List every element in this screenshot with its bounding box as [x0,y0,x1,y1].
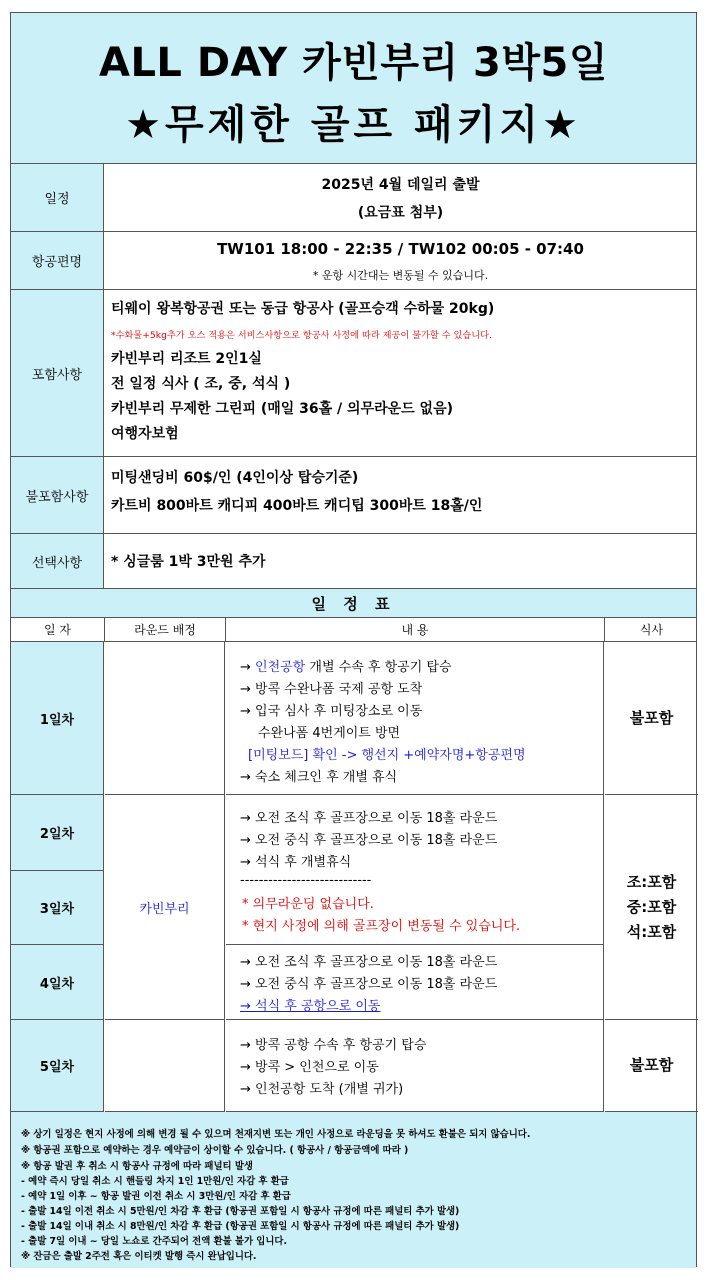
day1-line4: 수완나폼 4번게이트 방면 [258,726,401,741]
note-line: - 출발 14일 이내 취소 시 8만원/인 차감 후 환급 (항공권 포함일 시 항공사 규정에 따른 패널티 추가 발생) [21,1221,460,1232]
meal-breakfast: 조:포함 [626,872,677,891]
day23-remark1: * 의무라운딩 없습니다. [242,897,374,912]
day1-line1-rest: 개별 수속 후 항공기 탑승 [305,660,452,675]
day5-label: 5일차 [11,1020,104,1112]
included-warning: *수화물+5kg추가 오스 적용은 서비스사항으로 항공사 사정에 따라 제공이 불가할 수 있습니다. [111,330,492,341]
day1-label: 1일차 [11,642,104,795]
col-meal: 식사 [639,623,664,637]
day4-line3: → 석식 후 공항으로 이동 [240,999,381,1014]
note-line: - 예약 즉시 당일 취소 시 핸들링 차지 1인 1만원/인 자감 후 환급 [21,1176,289,1187]
included-row [11,290,696,457]
day1-line1 [240,656,452,675]
title-line1: ALL DAY 카빈부리 3박5일 [98,40,608,86]
note-line: ※ 항공 발권 후 취소 시 항공사 규정에 따라 패널티 발생 [21,1161,253,1172]
day1-round [105,642,225,795]
schedule-label: 일정 [11,164,104,231]
day5-line2: → 방콕 > 인천으로 이동 [240,1060,379,1075]
excluded-row [11,457,696,534]
day5-line1: → 방콕 공항 수속 후 항공기 탑승 [240,1038,427,1053]
schedule-departure: 2025년 4월 데일리 출발 [321,177,480,193]
note-line: ※ 상기 일정은 현지 사정에 의해 변경 될 수 있으며 천재지변 또는 개인 사정으로 라운딩을 못 하셔도 환불은 되지 않습니다. [21,1129,531,1140]
itinerary-heading: 일 정 표 [11,589,696,618]
excluded-item-cart: 카트비 800바트 캐디피 400바트 캐디팁 300바트 18홀/인 [111,498,483,514]
flight-times: TW101 18:00 - 22:35 / TW102 00:05 - 07:40 [217,240,584,258]
round-assignment: 카빈부리 [105,795,225,1020]
day1-line6: → 숙소 체크인 후 개별 휴식 [240,770,398,785]
day4-line1: → 오전 조식 후 골프장으로 이동 18홀 라운드 [240,955,498,970]
day23-line2: → 오전 중식 후 골프장으로 이동 18홀 라운드 [240,833,498,848]
title-line2: ★무제한 골프 패키지★ [125,102,582,148]
meal-dinner: 석:포함 [626,922,677,941]
day4-line2: → 오전 중식 후 골프장으로 이동 18홀 라운드 [240,977,498,992]
day2-label: 2일차 [11,795,104,871]
note-line: - 출발 14일 이전 취소 시 5만원/인 차감 후 환급 (항공권 포함일 시 항공사 규정에 따른 패널티 추가 발생) [21,1206,460,1217]
note-line: ※ 잔금은 출발 2주전 혹은 이티켓 발행 즉시 완납입니다. [21,1251,257,1262]
day1-line2: → 방콕 수완나폼 국제 공항 도착 [240,682,423,697]
day1-line3: → 입국 심사 후 미팅장소로 이동 [240,704,423,719]
included-item-insurance: 여행자보험 [111,426,179,442]
included-label: 포함사항 [11,290,104,456]
note-line: ※ 항공권 포함으로 예약하는 경우 예약금이 상이할 수 있습니다. ( 항공사 / 항공금액에 따라 ) [21,1145,409,1156]
day23-detail [226,795,604,945]
day23-separator: ---------------------------- [240,873,372,888]
schedule-row [11,164,696,232]
day23-line3: → 석식 후 개별휴식 [240,855,352,870]
optional-item-single: * 싱글룸 1박 3만원 추가 [111,554,266,570]
day5-meal: 불포함 [605,1020,698,1112]
col-day: 일 자 [11,618,105,641]
excluded-item-meeting: 미팅샌딩비 60$/인 (4인이상 탑승기준) [111,470,359,486]
flight-note: * 운항 시간대는 변동될 수 있습니다. [312,269,489,282]
optional-row [11,534,696,589]
day1-incheon: 인천공항 [255,660,306,675]
day5-detail [226,1020,604,1112]
note-line: - 예약 1일 이후 ~ 항공 발권 이전 취소 시 3만원/인 자감 후 환급 [21,1191,291,1202]
included-item-greenfee: 카빈부리 무제한 그린피 (매일 36홀 / 의무라운드 없음) [111,401,453,417]
schedule-fare-note: (요금표 첨부) [357,205,444,221]
itinerary-column-headers [11,618,696,642]
day5-round [105,1020,225,1112]
day23-remark2: * 현지 사정에 의해 골프장이 변동될 수 있습니다. [242,919,521,934]
day23-line1: → 오전 조식 후 골프장으로 이동 18홀 라운드 [240,811,498,826]
day5-line3: → 인천공항 도착 (개별 귀가) [240,1082,404,1097]
optional-label: 선택사항 [11,534,104,588]
day3-label: 3일차 [11,871,104,945]
col-content: 내 용 [226,618,605,641]
notes-block [11,1112,696,1268]
day1-line5: [미팅보드] 확인 -> 행선지 +예약자명+항공편명 [248,748,526,763]
included-item-airfare: 티웨이 왕복항공권 또는 동급 항공사 (골프승객 수하물 20kg) [111,301,495,317]
note-line: - 출발 7일 이내 ~ 당일 노쇼로 간주되어 전액 환불 불가 입니다. [21,1236,288,1247]
arrow-icon: → [240,660,256,675]
package-sheet [10,12,697,1267]
day1-detail [226,642,604,795]
meal-lunch: 중:포함 [626,897,677,916]
included-item-meals: 전 일정 식사 ( 조, 중, 석식 ) [111,376,291,392]
day4-label: 4일차 [11,945,104,1020]
flight-row [11,232,696,290]
day4-detail [226,945,604,1020]
excluded-label: 불포함사항 [11,457,104,533]
col-round: 라운드 배정 [105,618,226,641]
title-block [11,13,696,164]
day1-meal: 불포함 [605,642,698,795]
day24-meal [605,795,698,1020]
included-item-resort: 카빈부리 리조트 2인1실 [111,351,262,367]
flight-label: 항공편명 [11,232,104,289]
